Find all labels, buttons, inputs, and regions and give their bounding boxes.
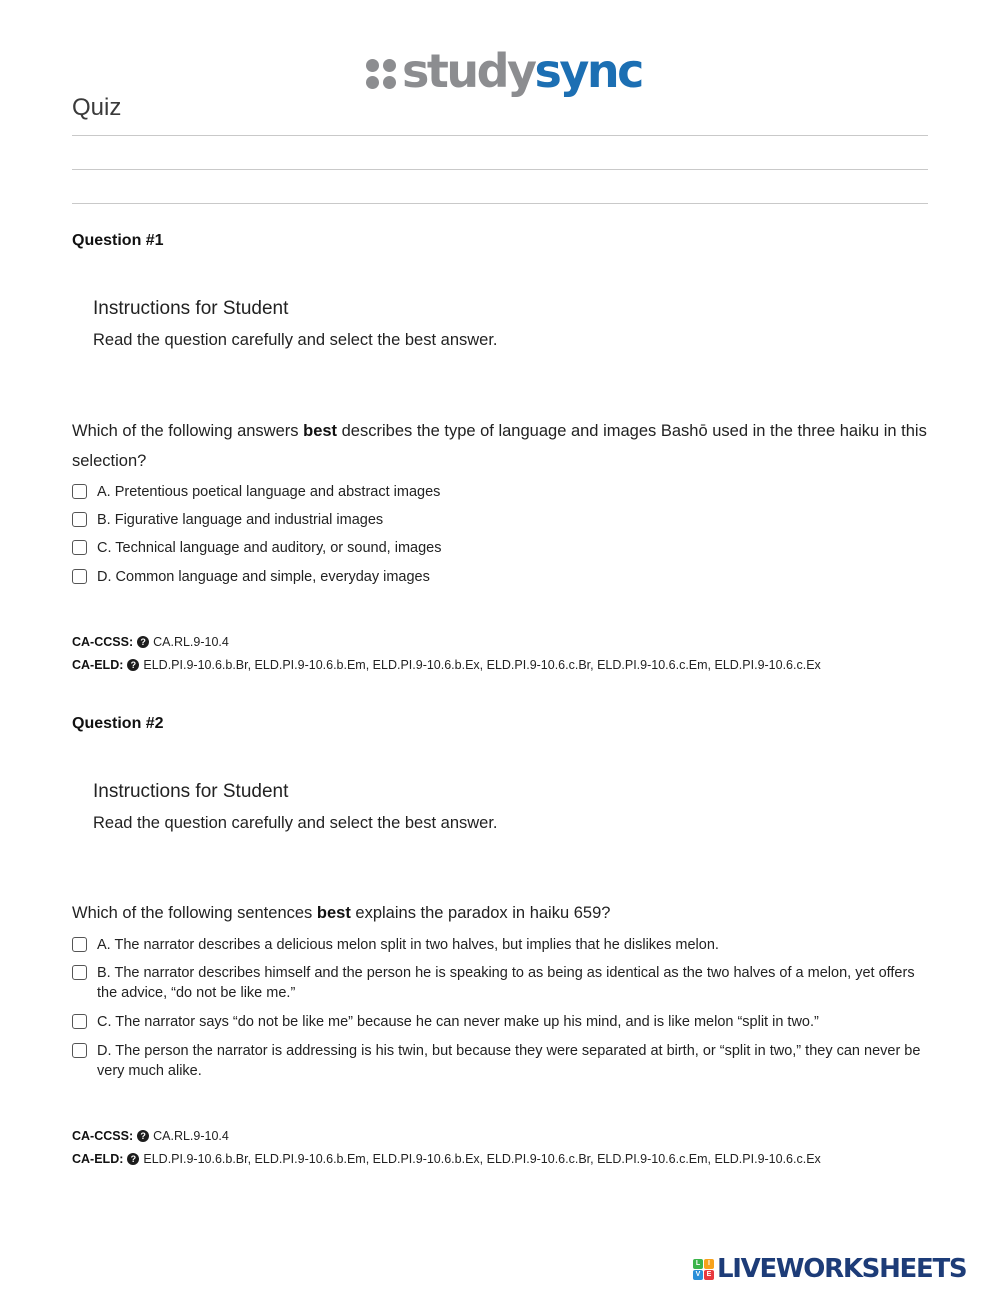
divider-3 <box>72 203 928 204</box>
checkbox[interactable] <box>72 569 87 584</box>
option-label: C. The narrator says “do not be like me” because he can never make up his mind, and is like melon “split in two.” <box>97 1014 819 1030</box>
question-1-option-b[interactable] <box>72 510 932 530</box>
option-label: D. Common language and simple, everyday images <box>97 569 430 585</box>
option-label: C. Technical language and auditory, or sound, images <box>97 540 442 556</box>
checkbox[interactable] <box>72 937 87 952</box>
help-icon[interactable]: ? <box>127 1153 139 1165</box>
help-icon[interactable]: ? <box>137 636 149 648</box>
question-1-instructions-text: Read the question carefully and select the best answer. <box>93 331 498 349</box>
checkbox[interactable] <box>72 512 87 527</box>
option-label: B. The narrator describes himself and the person he is speaking to as being as identical as the two halves of a melon, yet offers the advice, “do not be like me.” <box>97 965 915 1001</box>
logo-study-text: study <box>402 44 535 98</box>
checkbox[interactable] <box>72 540 87 555</box>
liveworksheets-logo <box>693 1252 966 1286</box>
question-2-option-c[interactable] <box>72 1012 932 1032</box>
help-icon[interactable]: ? <box>137 1130 149 1142</box>
question-2-heading: Question #2 <box>72 715 164 732</box>
checkbox[interactable] <box>72 965 87 980</box>
question-2-eld-standard: CA-ELD: ? ELD.PI.9-10.6.b.Br, ELD.PI.9-10.6.b.Em, ELD.PI.9-10.6.b.Ex, ELD.PI.9-10.6.c.Br, ELD.PI.9-10.6.c.Em, ELD.PI.9-10.6.c.Ex <box>72 1152 821 1166</box>
option-label: A. Pretentious poetical language and abstract images <box>97 484 441 500</box>
divider-2 <box>72 169 928 170</box>
option-label: D. The person the narrator is addressing is his twin, but because they were separated at birth, or “split in two,” they can never be very much alike. <box>97 1043 921 1079</box>
question-1-prompt: Which of the following answers best describes the type of language and images Bashō used in the three haiku in this selection? <box>72 422 927 470</box>
question-1-option-a[interactable] <box>72 482 932 502</box>
logo-dots-icon <box>366 59 396 89</box>
checkbox[interactable] <box>72 1043 87 1058</box>
question-2-instructions-title: Instructions for Student <box>93 781 289 802</box>
badge-letter: I <box>704 1259 714 1269</box>
question-2-option-b[interactable] <box>72 963 932 1003</box>
question-1-option-c[interactable] <box>72 538 932 558</box>
checkbox[interactable] <box>72 484 87 499</box>
question-1-eld-standard: CA-ELD: ? ELD.PI.9-10.6.b.Br, ELD.PI.9-10.6.b.Em, ELD.PI.9-10.6.b.Ex, ELD.PI.9-10.6.c.Br, ELD.PI.9-10.6.c.Em, ELD.PI.9-10.6.c.Ex <box>72 658 821 672</box>
badge-letter: E <box>704 1270 714 1280</box>
liveworksheets-wordmark: LIVEWORKSHEETS <box>717 1254 967 1284</box>
studysync-logo <box>366 46 642 96</box>
question-2-prompt: Which of the following sentences best explains the paradox in haiku 659? <box>72 904 611 922</box>
logo-sync-text: sync <box>534 44 642 98</box>
option-label: A. The narrator describes a delicious melon split in two halves, but implies that he dislikes melon. <box>97 937 719 953</box>
question-1-ccss-standard: CA-CCSS: ? CA.RL.9-10.4 <box>72 635 229 649</box>
question-1-instructions-title: Instructions for Student <box>93 298 289 319</box>
badge-letter: V <box>693 1270 703 1280</box>
divider-1 <box>72 135 928 136</box>
question-2-instructions-text: Read the question carefully and select the best answer. <box>93 814 498 832</box>
question-2-option-d[interactable] <box>72 1041 932 1081</box>
question-1-heading: Question #1 <box>72 232 164 249</box>
checkbox[interactable] <box>72 1014 87 1029</box>
question-1-option-d[interactable] <box>72 567 932 587</box>
badge-letter: L <box>693 1259 703 1269</box>
logo-wordmark <box>402 46 642 96</box>
question-2-option-a[interactable] <box>72 935 932 955</box>
help-icon[interactable]: ? <box>127 659 139 671</box>
option-label: B. Figurative language and industrial images <box>97 512 384 528</box>
page-title: Quiz <box>72 94 122 121</box>
question-2-ccss-standard: CA-CCSS: ? CA.RL.9-10.4 <box>72 1129 229 1143</box>
liveworksheets-badge-icon <box>693 1259 714 1280</box>
